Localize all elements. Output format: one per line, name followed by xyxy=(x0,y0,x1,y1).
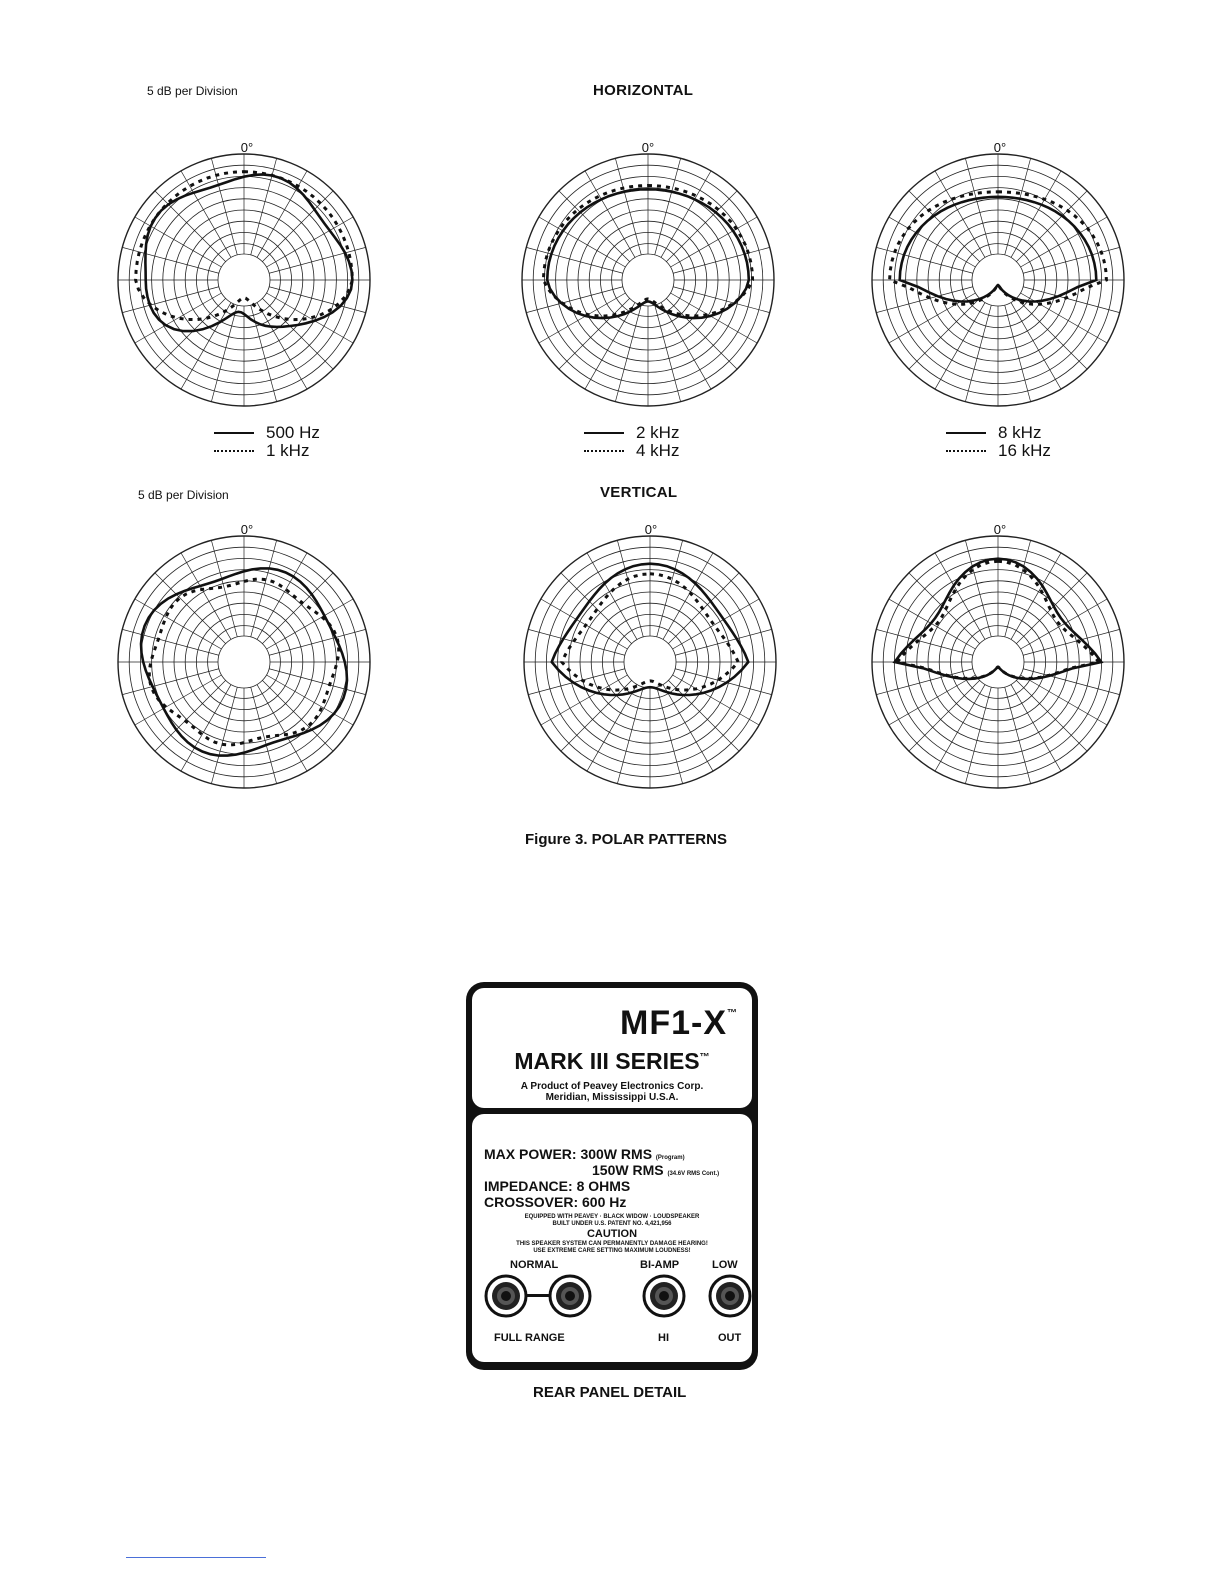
grid-spoke xyxy=(251,540,277,637)
scale-label-top: 5 dB per Division xyxy=(147,84,238,98)
grid-spoke xyxy=(155,680,226,751)
grid-spoke xyxy=(1023,629,1120,655)
normal-label: NORMAL xyxy=(510,1259,559,1271)
low-label: LOW xyxy=(712,1259,738,1271)
zero-label: 0° xyxy=(993,522,1007,537)
grid-spoke xyxy=(528,629,625,655)
biamp-label: BI-AMP xyxy=(640,1259,680,1271)
maker-info: A Product of Peavey Electronics Corp. Meridian, Mississippi U.S.A. xyxy=(520,1081,704,1103)
grid-spoke xyxy=(561,680,632,751)
caution-text: THIS SPEAKER SYSTEM CAN PERMANENTLY DAMAGE HEARING! USE EXTREME CARE SETTING MAXIMUM LOUDNESS! xyxy=(516,1241,708,1254)
grid-spoke xyxy=(909,298,980,369)
grid-spoke xyxy=(1005,540,1031,637)
grid-spoke xyxy=(211,687,237,784)
grid-spoke xyxy=(1016,680,1087,751)
grid-spoke xyxy=(269,669,366,695)
grid-spoke xyxy=(155,573,226,644)
grid-spoke xyxy=(617,540,643,637)
legend-dotted-label: 16 kHz xyxy=(998,441,1051,460)
grid-center xyxy=(218,636,270,688)
grid-spoke xyxy=(675,629,772,655)
grid-spoke xyxy=(675,669,772,695)
grid-spoke xyxy=(615,305,641,402)
legend-h1 xyxy=(214,424,320,460)
vertical-title: VERTICAL xyxy=(600,484,678,501)
impedance-row: IMPEDANCE: 8 OHMS xyxy=(484,1178,631,1194)
legend-dotted-swatch xyxy=(584,450,624,452)
zero-label: 0° xyxy=(240,522,254,537)
grid-spoke xyxy=(526,247,623,273)
grid-spoke xyxy=(122,629,219,655)
jack-link xyxy=(526,1294,550,1297)
grid-spoke xyxy=(876,629,973,655)
grid-spoke xyxy=(909,680,980,751)
grid-center xyxy=(218,254,270,306)
legend-solid-swatch xyxy=(214,432,254,434)
polar-grid-h2 xyxy=(518,150,778,410)
grid-spoke xyxy=(965,305,991,402)
legend-solid-label: 2 kHz xyxy=(636,423,680,442)
crossover-row: CROSSOVER: 600 Hz xyxy=(484,1194,627,1210)
grid-spoke xyxy=(655,158,681,255)
grid-spoke xyxy=(155,191,226,262)
legend-solid-swatch xyxy=(584,432,624,434)
grid-spoke xyxy=(655,305,681,402)
max-power-row: MAX POWER: 300W RMS (Program) xyxy=(484,1146,685,1162)
grid-spoke xyxy=(251,687,277,784)
grid-spoke xyxy=(657,687,683,784)
grid-spoke xyxy=(1005,158,1031,255)
max-power-cont-row: 150W RMS (34.6V RMS Cont.) xyxy=(592,1162,720,1178)
zero-label: 0° xyxy=(641,140,655,155)
zero-label: 0° xyxy=(240,140,254,155)
rear-panel-caption: REAR PANEL DETAIL xyxy=(533,1384,687,1401)
scale-label-bottom: 5 dB per Division xyxy=(138,488,229,502)
polar-grid-h3 xyxy=(868,150,1128,410)
grid-spoke xyxy=(122,247,219,273)
grid-spoke xyxy=(1023,669,1120,695)
grid-spoke xyxy=(262,298,333,369)
grid-spoke xyxy=(269,629,366,655)
zero-label: 0° xyxy=(644,522,658,537)
full-range-label: FULL RANGE xyxy=(494,1332,565,1344)
grid-spoke xyxy=(965,540,991,637)
grid-spoke xyxy=(673,247,770,273)
grid-spoke xyxy=(155,298,226,369)
grid-spoke xyxy=(262,191,333,262)
legend-solid-label: 8 kHz xyxy=(998,423,1042,442)
footer-link-underline xyxy=(126,1557,266,1558)
grid-spoke xyxy=(1005,305,1031,402)
legend-dotted-label: 4 kHz xyxy=(636,441,680,460)
grid-spoke xyxy=(615,158,641,255)
grid-spoke xyxy=(122,287,219,313)
grid-spoke xyxy=(526,287,623,313)
grid-spoke xyxy=(965,158,991,255)
grid-spoke xyxy=(617,687,643,784)
grid-spoke xyxy=(965,687,991,784)
legend-dotted-label: 1 kHz xyxy=(266,441,310,460)
rear-panel xyxy=(466,982,758,1370)
full-range-jack-1[interactable] xyxy=(484,1274,528,1318)
full-range-jack-2[interactable] xyxy=(548,1274,592,1318)
series-name: MARK III SERIES™ xyxy=(514,1048,710,1074)
grid-spoke xyxy=(657,540,683,637)
grid-spoke xyxy=(1016,573,1087,644)
grid-spoke xyxy=(262,573,333,644)
polar-grid-v3 xyxy=(868,532,1128,792)
polar-grid-v1 xyxy=(114,532,374,792)
hi-jack[interactable] xyxy=(642,1274,686,1318)
hi-label: HI xyxy=(658,1332,669,1344)
legend-h3 xyxy=(946,424,1051,460)
legend-solid-swatch xyxy=(946,432,986,434)
legend-dotted-swatch xyxy=(214,450,254,452)
equipped-note: EQUIPPED WITH PEAVEY · BLACK WIDOW · LOUDSPEAKER BUILT UNDER U.S. PATENT NO. 4,421,956 xyxy=(524,1214,700,1227)
low-out-jack[interactable] xyxy=(708,1274,752,1318)
rear-panel-specs xyxy=(472,1114,752,1362)
grid-spoke xyxy=(1005,687,1031,784)
grid-spoke xyxy=(1016,298,1087,369)
legend-solid-label: 500 Hz xyxy=(266,423,320,442)
pattern-solid-curve xyxy=(145,174,352,331)
caution-title: CAUTION xyxy=(586,1228,638,1240)
figure-caption: Figure 3. POLAR PATTERNS xyxy=(525,831,727,848)
grid-center xyxy=(972,636,1024,688)
grid-spoke xyxy=(528,669,625,695)
grid-spoke xyxy=(251,305,277,402)
grid-spoke xyxy=(211,540,237,637)
horizontal-title: HORIZONTAL xyxy=(593,82,694,99)
legend-dotted-swatch xyxy=(946,450,986,452)
grid-spoke xyxy=(876,669,973,695)
out-label: OUT xyxy=(718,1332,742,1344)
model-name: MF1-X™ xyxy=(620,1004,738,1042)
grid-spoke xyxy=(909,573,980,644)
zero-label: 0° xyxy=(993,140,1007,155)
grid-spoke xyxy=(122,669,219,695)
polar-grid-h1 xyxy=(114,150,374,410)
rear-panel-header xyxy=(472,988,752,1108)
grid-spoke xyxy=(262,680,333,751)
polar-grid-v2 xyxy=(520,532,780,792)
legend-h2 xyxy=(584,424,679,460)
